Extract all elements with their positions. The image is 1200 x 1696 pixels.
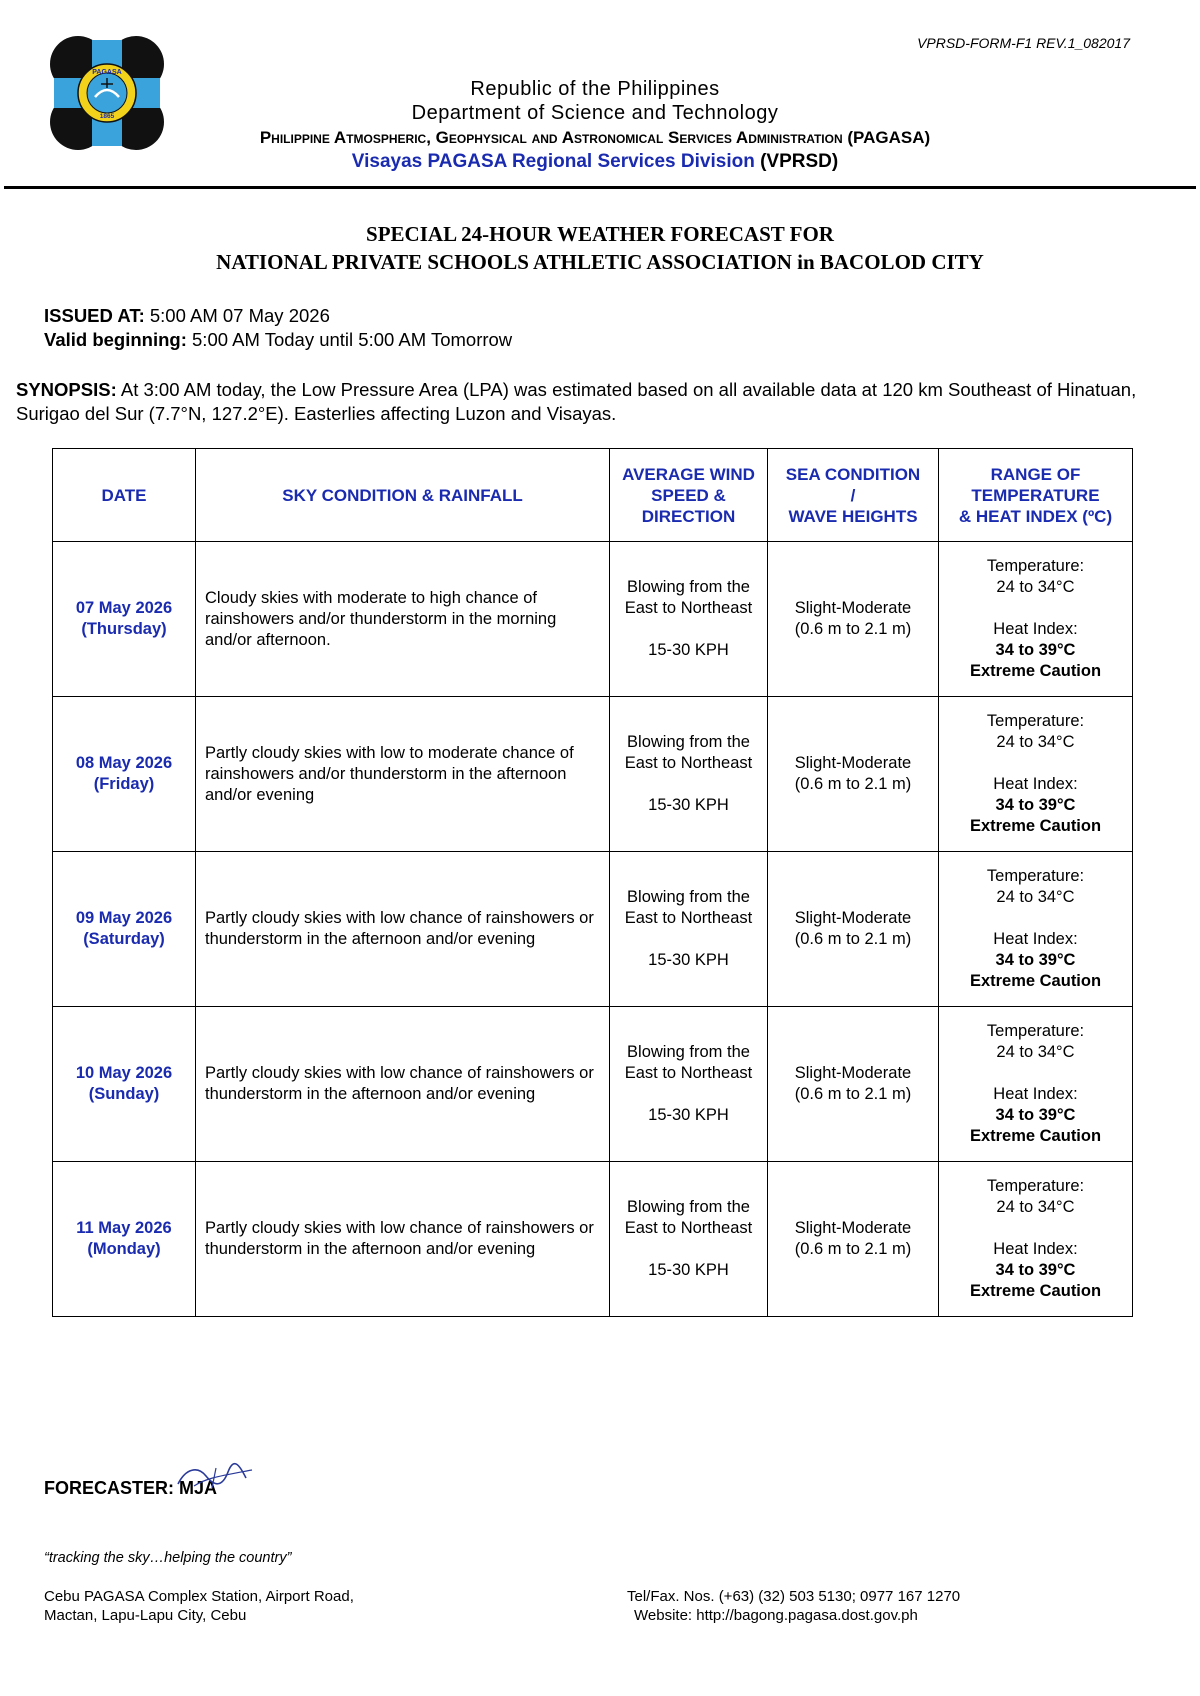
sky-condition-cell: Cloudy skies with moderate to high chance of rainshowers and/or thunderstorm in the morning and/or afternoon. — [196, 542, 610, 697]
row-date: 08 May 2026 — [75, 754, 173, 772]
wind-cell — [610, 697, 768, 852]
header-division — [180, 151, 1010, 173]
footer-website: Website: http://bagong.pagasa.dost.gov.ph — [634, 1607, 918, 1624]
sky-condition-cell: Partly cloudy skies with low chance of rainshowers or thunderstorm in the afternoon and/or evening — [196, 852, 610, 1007]
temp-range: 24 to 34°C — [996, 1198, 1075, 1216]
heat-index-level: Extreme Caution — [969, 817, 1102, 835]
header-sea-line-1: SEA CONDITION — [785, 464, 921, 484]
header-division-abbr: (VPRSD) — [760, 151, 839, 172]
sea-condition: Slight-Moderate — [794, 754, 912, 772]
date-cell — [53, 1162, 196, 1317]
header-wind-line-3: DIRECTION — [641, 506, 736, 526]
sky-condition-cell: Partly cloudy skies with low to moderate chance of rainshowers and/or thunderstorm in the afternoon and/or evening — [196, 697, 610, 852]
header-divider — [4, 186, 1196, 189]
issued-at — [44, 305, 330, 327]
header-wind-line-1: AVERAGE WIND — [622, 464, 755, 484]
row-day: (Sunday) — [88, 1085, 160, 1103]
temp-label: Temperature: — [986, 1022, 1085, 1040]
wind-cell — [610, 542, 768, 697]
header-department: Department of Science and Technology — [411, 102, 779, 124]
temp-range: 24 to 34°C — [996, 1043, 1075, 1061]
sea-condition: Slight-Moderate — [794, 1219, 912, 1237]
wave-height: (0.6 m to 2.1 m) — [794, 1240, 912, 1258]
sky-condition-cell: Partly cloudy skies with low chance of rainshowers or thunderstorm in the afternoon and/or evening — [196, 1162, 610, 1317]
heat-index-range: 34 to 39°C — [995, 1261, 1076, 1279]
row-date: 10 May 2026 — [75, 1064, 173, 1082]
synopsis-label: SYNOPSIS: — [16, 379, 117, 400]
heat-index-level: Extreme Caution — [969, 662, 1102, 680]
temperature-cell — [939, 852, 1133, 1007]
wind-direction: East to Northeast — [624, 909, 753, 927]
pagasa-seal-icon — [48, 34, 166, 152]
tagline: “tracking the sky…helping the country” — [44, 1550, 292, 1566]
heat-index-label: Heat Index: — [993, 1240, 1078, 1258]
signature-icon — [176, 1462, 256, 1494]
heat-index-range: 34 to 39°C — [995, 641, 1076, 659]
date-cell — [53, 852, 196, 1007]
sky-condition-cell: Partly cloudy skies with low chance of rainshowers or thunderstorm in the afternoon and/or evening — [196, 1007, 610, 1162]
wind-from: Blowing from the — [627, 1198, 750, 1216]
row-date: 09 May 2026 — [75, 909, 173, 927]
sea-condition: Slight-Moderate — [794, 599, 912, 617]
wind-speed: 15-30 KPH — [648, 641, 729, 659]
heat-index-range: 34 to 39°C — [995, 951, 1076, 969]
wind-speed: 15-30 KPH — [648, 951, 729, 969]
temp-range: 24 to 34°C — [996, 733, 1075, 751]
issued-at-value: 5:00 AM 07 May 2026 — [149, 305, 330, 326]
heat-index-level: Extreme Caution — [969, 1282, 1102, 1300]
sea-cell — [768, 852, 939, 1007]
header-wind — [610, 449, 768, 542]
logo-ring-text: PAGASA — [92, 69, 122, 76]
wind-cell — [610, 1162, 768, 1317]
forecast-table — [52, 448, 1133, 1317]
header-date: DATE — [53, 449, 196, 542]
wind-speed: 15-30 KPH — [648, 1261, 729, 1279]
heat-index-label: Heat Index: — [993, 930, 1078, 948]
wave-height: (0.6 m to 2.1 m) — [794, 775, 912, 793]
form-code: VPRSD-FORM-F1 REV.1_082017 — [917, 35, 1130, 51]
valid-period — [44, 329, 512, 351]
footer-address-line-2: Mactan, Lapu-Lapu City, Cebu — [44, 1607, 247, 1624]
heat-index-range: 34 to 39°C — [995, 1106, 1076, 1124]
heat-index-level: Extreme Caution — [969, 1127, 1102, 1145]
heat-index-label: Heat Index: — [993, 1085, 1078, 1103]
temp-label: Temperature: — [986, 557, 1085, 575]
footer-telephone: Tel/Fax. Nos. (+63) (32) 503 5130; 0977 167 1270 — [627, 1588, 961, 1605]
table-row — [53, 542, 1133, 697]
wind-direction: East to Northeast — [624, 1219, 753, 1237]
table-row — [53, 1162, 1133, 1317]
document-title-line-1: SPECIAL 24-HOUR WEATHER FORECAST FOR — [366, 222, 834, 246]
temperature-cell — [939, 542, 1133, 697]
heat-index-range: 34 to 39°C — [995, 796, 1076, 814]
heat-index-label: Heat Index: — [993, 775, 1078, 793]
sea-cell — [768, 542, 939, 697]
header-sea-line-2: / — [850, 485, 856, 505]
sea-cell — [768, 1162, 939, 1317]
footer-address-line-1: Cebu PAGASA Complex Station, Airport Road, — [44, 1588, 354, 1605]
header-agency-abbr: (PAGASA) — [847, 128, 931, 147]
date-cell — [53, 542, 196, 697]
wind-from: Blowing from the — [627, 733, 750, 751]
sea-cell — [768, 697, 939, 852]
temperature-cell — [939, 1007, 1133, 1162]
header-wind-line-2: SPEED & — [651, 485, 726, 505]
sea-cell — [768, 1007, 939, 1162]
sea-condition: Slight-Moderate — [794, 1064, 912, 1082]
wind-from: Blowing from the — [627, 1043, 750, 1061]
temp-label: Temperature: — [986, 867, 1085, 885]
wind-direction: East to Northeast — [624, 599, 753, 617]
row-date: 11 May 2026 — [76, 1219, 172, 1237]
table-row — [53, 852, 1133, 1007]
row-date: 07 May 2026 — [75, 599, 173, 617]
header-republic: Republic of the Philippines — [470, 78, 720, 100]
wind-cell — [610, 1007, 768, 1162]
logo-year: 1865 — [99, 113, 115, 120]
wind-from: Blowing from the — [627, 888, 750, 906]
date-cell — [53, 1007, 196, 1162]
synopsis-text: At 3:00 AM today, the Low Pressure Area (LPA) was estimated based on all available data at 120 km Southeast of Hinatuan, Surigao del Sur (7.7°N, 127.2°E). Easterlies affecting Luzon and Visayas. — [16, 379, 1137, 424]
wind-speed: 15-30 KPH — [648, 796, 729, 814]
wave-height: (0.6 m to 2.1 m) — [794, 930, 912, 948]
valid-label: Valid beginning: — [44, 329, 187, 350]
row-day: (Thursday) — [81, 620, 167, 638]
header-sky-condition: SKY CONDITION & RAINFALL — [196, 449, 610, 542]
temp-label: Temperature: — [986, 712, 1085, 730]
valid-value: 5:00 AM Today until 5:00 AM Tomorrow — [192, 329, 513, 350]
header-sea-line-3: WAVE HEIGHTS — [788, 506, 918, 526]
row-day: (Monday) — [87, 1240, 161, 1258]
wave-height: (0.6 m to 2.1 m) — [794, 1085, 912, 1103]
temperature-cell — [939, 1162, 1133, 1317]
wind-cell — [610, 852, 768, 1007]
wave-height: (0.6 m to 2.1 m) — [794, 620, 912, 638]
heat-index-label: Heat Index: — [993, 620, 1078, 638]
temp-label: Temperature: — [986, 1177, 1085, 1195]
header-temp-line-3: & HEAT INDEX (ºC) — [958, 506, 1113, 526]
header-division-name: Visayas PAGASA Regional Services Division — [351, 151, 755, 172]
header-agency — [180, 128, 1010, 148]
temperature-cell — [939, 697, 1133, 852]
temp-range: 24 to 34°C — [996, 578, 1075, 596]
wind-speed: 15-30 KPH — [648, 1106, 729, 1124]
header-temp-line-1: RANGE OF — [990, 464, 1081, 484]
heat-index-level: Extreme Caution — [969, 972, 1102, 990]
header-sea-condition — [768, 449, 939, 542]
row-day: (Friday) — [93, 775, 155, 793]
wind-from: Blowing from the — [627, 578, 750, 596]
header-temperature — [939, 449, 1133, 542]
wind-direction: East to Northeast — [624, 1064, 753, 1082]
wind-direction: East to Northeast — [624, 754, 753, 772]
synopsis — [16, 378, 1156, 426]
document-title-line-2: NATIONAL PRIVATE SCHOOLS ATHLETIC ASSOCIATION in BACOLOD CITY — [216, 250, 984, 274]
date-cell — [53, 697, 196, 852]
row-day: (Saturday) — [83, 930, 165, 948]
header-temp-line-2: TEMPERATURE — [971, 485, 1100, 505]
sea-condition: Slight-Moderate — [794, 909, 912, 927]
issued-at-label: ISSUED AT: — [44, 305, 145, 326]
temp-range: 24 to 34°C — [996, 888, 1075, 906]
forecaster-label: FORECASTER: MJA — [44, 1478, 218, 1498]
forecast-header-row — [53, 449, 1133, 542]
table-row — [53, 1007, 1133, 1162]
table-row — [53, 697, 1133, 852]
header-agency-name: Philippine Atmospheric, Geophysical and Astronomical Services Administration — [259, 128, 843, 147]
